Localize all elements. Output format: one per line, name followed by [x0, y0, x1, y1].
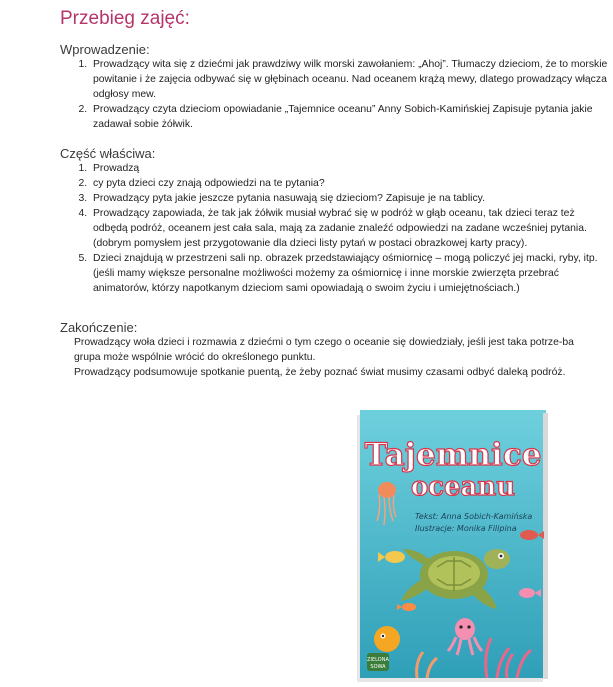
publisher-logo-top: ZIELONA	[367, 657, 389, 663]
list-item: 2. cy pyta dzieci czy znają odpowiedzi na te pytania?	[90, 176, 610, 191]
section-heading-ending: Zakończenie:	[60, 320, 138, 335]
book-title-line2: oceanu	[410, 472, 516, 502]
page-title: Przebieg zajęć:	[60, 8, 190, 29]
list-item: 4. Prowadzący zapowiada, że tak jak żółwik musiał wybrać się w podróż w głąb oceanu, tak dzieci teraz też odbędą podróż, oceanem jest cała sala, mają za zadanie znaleźć odpowiedzi na zadane wcześniej pytania. (dobrym pomysłem jest przygotowanie dla dzieci listy pytań w postaci obrazkowej karty pracy).	[90, 206, 610, 251]
list-item: 2. Prowadzący czyta dzieciom opowiadanie „Tajemnice oceanu” Anny Sobich-Kamińskiej Zapisuje pytania jakie zadawał sobie żółwik.	[90, 102, 610, 132]
ending-paragraph-1: Prowadzący woła dzieci i rozmawia z dziećmi o tym czego o oceanie się dowiedziały, jeśli jest taka potrze-ba grupa może wspólnie wrócić do określonego punktu.	[74, 337, 574, 363]
list-item-note: (jeśli mamy większe personalne możliwości możemy za ośmiornicę i inne morskie zwierzęta przebrać animatorów, którzy napotkanym dzieciom sami opowiadają o swoim życiu i umiejętnościach.)	[93, 268, 559, 294]
list-item-text: Dzieci znajdują w przestrzeni sali np. obrazek przedstawiający ośmiornicę – mogą policzyć jej macki, ryby, itp.	[93, 253, 598, 264]
section-heading-main: Część właściwa:	[60, 146, 156, 161]
publisher-logo	[367, 653, 389, 671]
main-list	[60, 161, 610, 296]
publisher-logo-bottom: SOWA	[370, 664, 386, 670]
book-cover-illustration	[357, 407, 549, 682]
list-item: 1. Prowadzący wita się z dziećmi jak prawdziwy wilk morski zawołaniem: „Ahoj”. Tłumaczy dzieciom, że to morskie powitanie i że zajęcia odbywać się w głębinach oceanu. Nad oceanem krążą mewy, dlatego prowadzący włącza odgłosy mew.	[90, 57, 610, 102]
intro-list	[60, 57, 610, 132]
section-heading-intro: Wprowadzenie:	[60, 42, 150, 57]
book-illustrator: Ilustracje: Monika Filipina	[415, 524, 517, 533]
list-item	[90, 251, 610, 296]
book-cover	[357, 407, 549, 682]
list-item: 1. Prowadzą	[90, 161, 610, 176]
book-author: Tekst: Anna Sobich-Kamińska	[415, 512, 533, 521]
pufferfish-icon	[374, 626, 400, 652]
ending-paragraph-2: Prowadzący podsumowuje spotkanie puentą, że żeby poznać świat musimy czasami odbyć daleką podróż.	[74, 367, 566, 378]
book-pages-edge	[543, 413, 548, 679]
book-title-line1: Tajemnice	[364, 437, 542, 473]
list-item: 3. Prowadzący pyta jakie jeszcze pytania nasuwają się dzieciom? Zapisuje je na tablicy.	[90, 191, 610, 206]
